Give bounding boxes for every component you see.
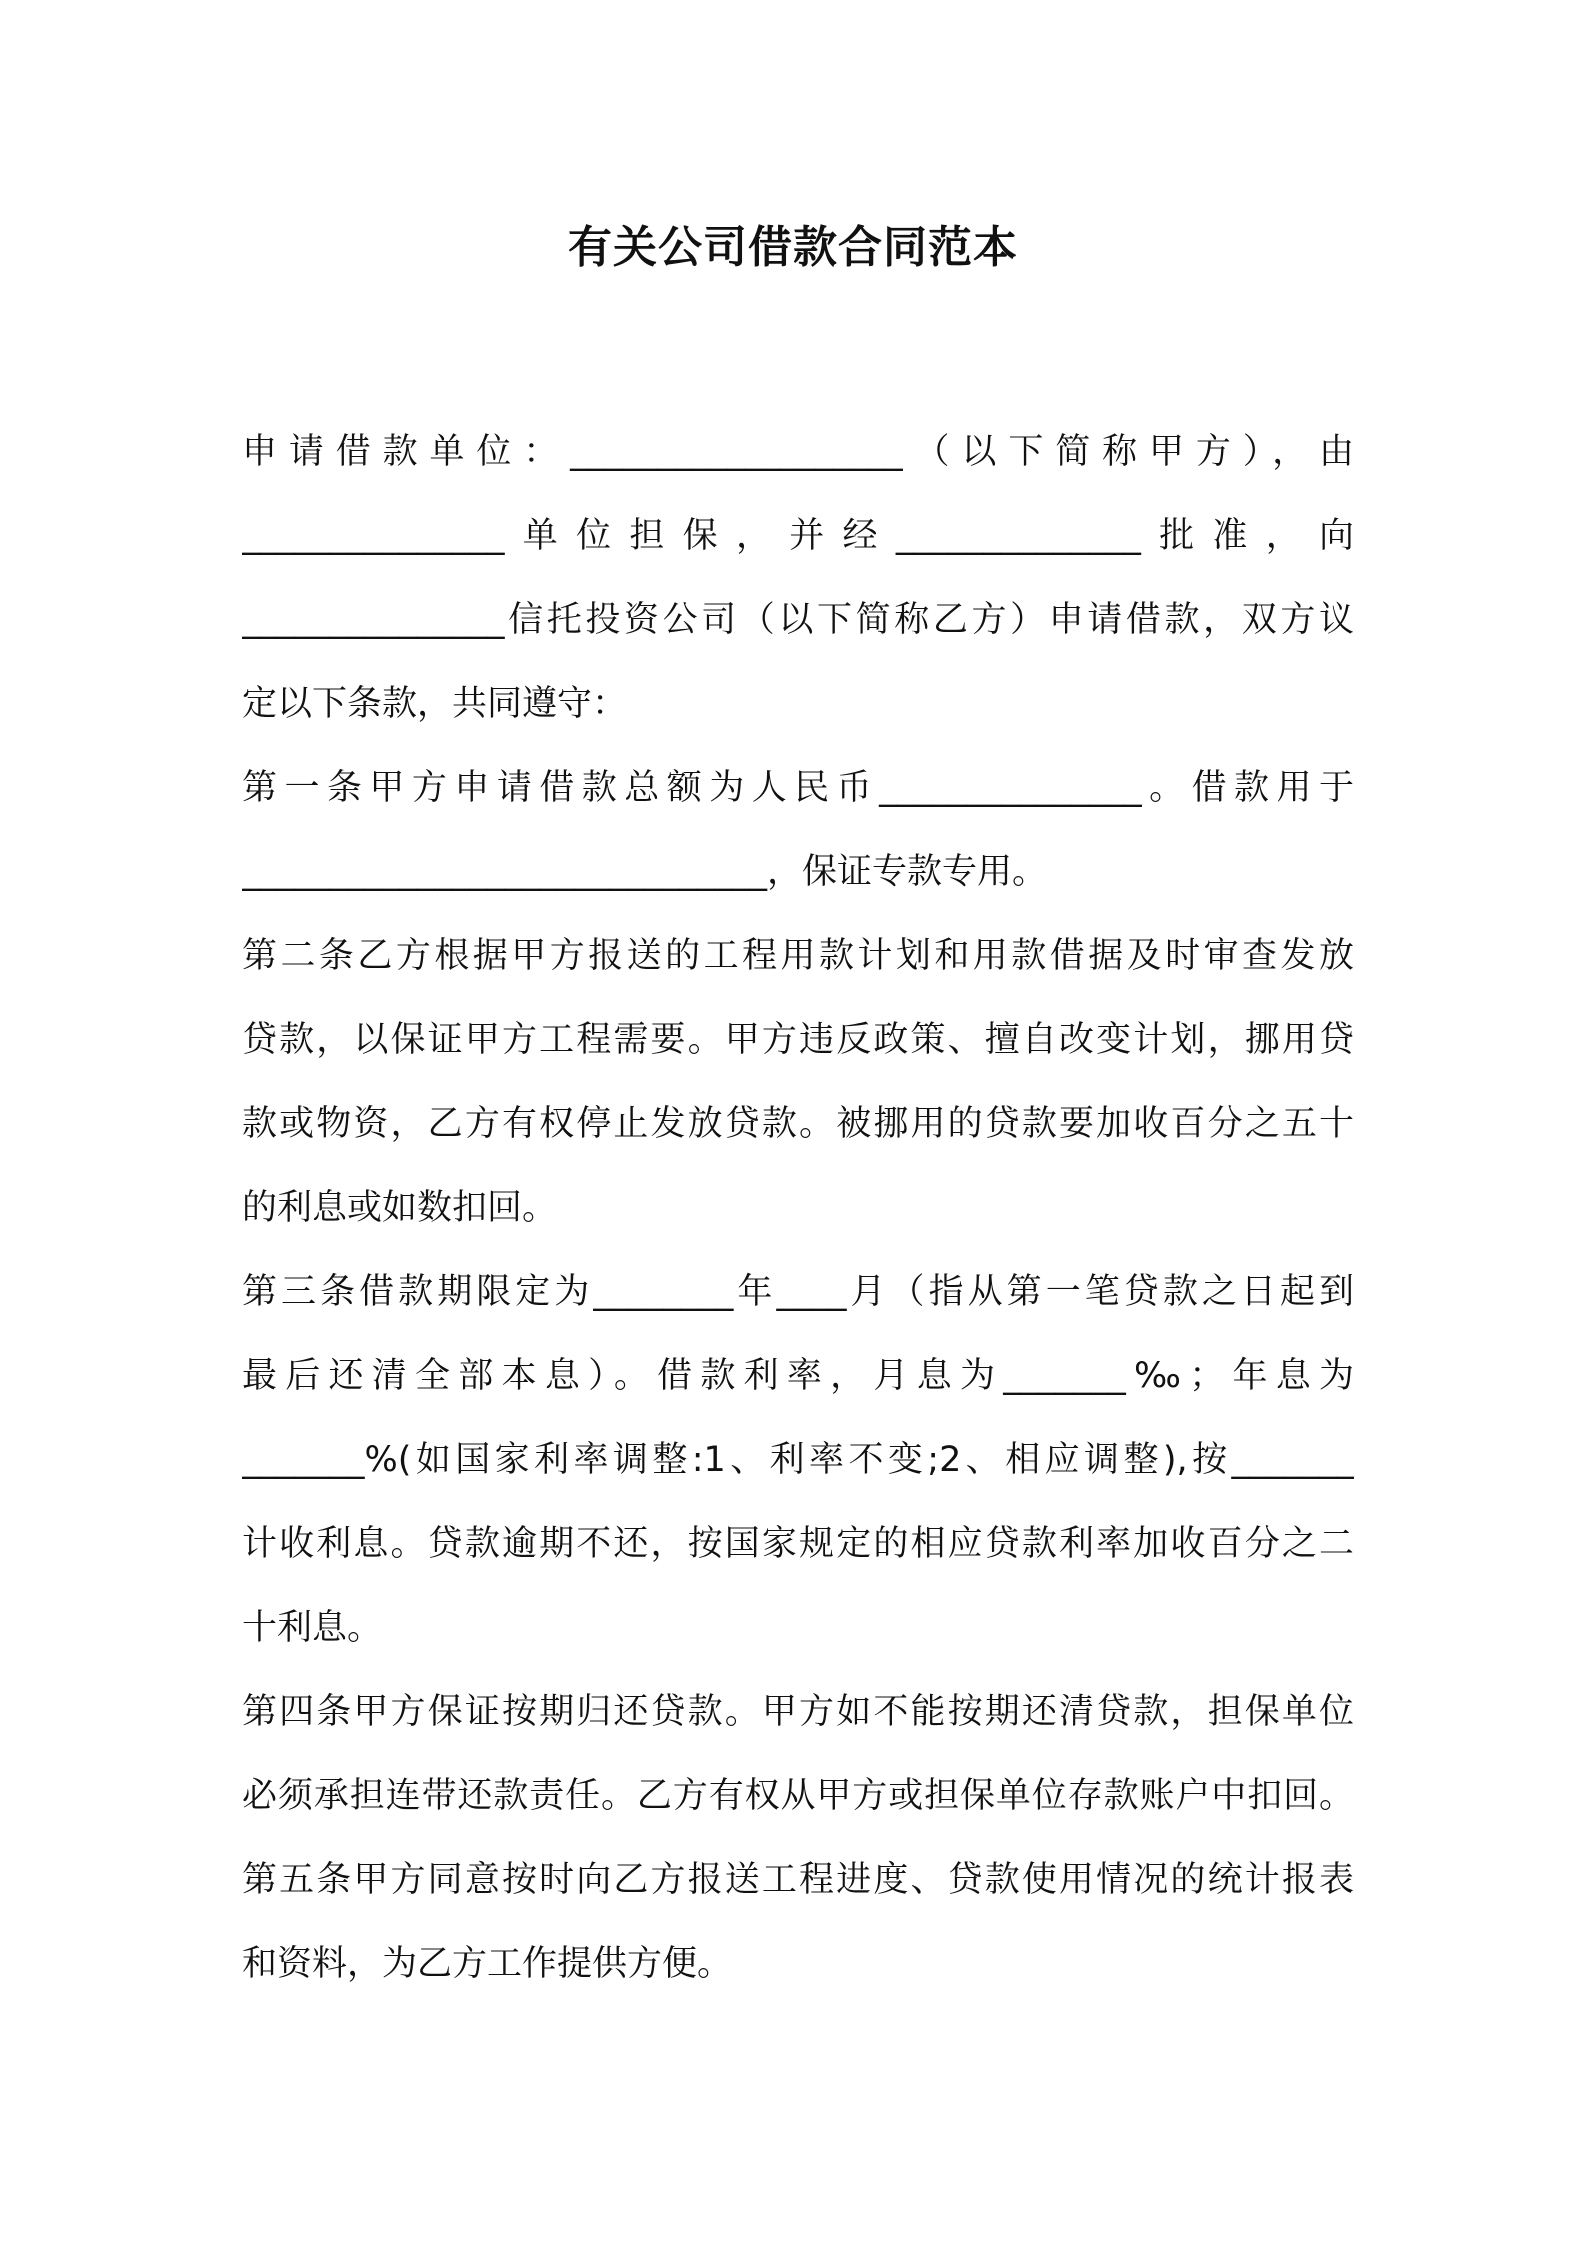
paragraph-line: 第五条甲方同意按时向乙方报送工程进度、贷款使用情况的统计报表 [242,1860,1354,1900]
paragraph-line: 和资料，为乙方工作提供方便。 [242,1944,733,1984]
document-title: 有关公司借款合同范本 [568,222,1018,273]
paragraph-line: _______________信托投资公司（以下简称乙方）申请借款，双方议 [242,600,1354,640]
paragraph-line: 贷款，以保证甲方工程需要。甲方违反政策、擅自改变计划，挪用贷 [242,1020,1354,1060]
document-body [242,410,1354,2006]
paragraph-line: 定以下条款，共同遵守： [242,684,628,724]
paragraph-line: 必须承担连带还款责任。乙方有权从甲方或担保单位存款账户中扣回。 [242,1776,1354,1816]
paragraph-line: 计收利息。贷款逾期不还，按国家规定的相应贷款利率加收百分之二 [242,1524,1354,1564]
paragraph-line: 第一条甲方申请借款总额为人民币_______________。借款用于 [242,768,1354,808]
paragraph-line: 款或物资，乙方有权停止发放贷款。被挪用的贷款要加收百分之五十 [242,1104,1354,1144]
paragraph-line: 第四条甲方保证按期归还贷款。甲方如不能按期还清贷款，担保单位 [242,1692,1354,1732]
paragraph-line: 第三条借款期限定为________年____月（指从第一笔贷款之日起到 [242,1272,1354,1312]
paragraph-line: _______%(如国家利率调整:1、利率不变;2、相应调整),按_______ [242,1440,1354,1480]
paragraph-line: ______________________________，保证专款专用。 [242,852,1048,892]
paragraph-line: 最后还清全部本息）。借款利率，月息为_______‰；年息为 [242,1356,1354,1396]
paragraph-line: _______________单位担保，并经______________批准，向 [242,516,1354,556]
paragraph-line: 第二条乙方根据甲方报送的工程用款计划和用款借据及时审查发放 [242,936,1354,976]
paragraph-line: 十利息。 [242,1608,383,1648]
paragraph-line: 的利息或如数扣回。 [242,1188,558,1228]
paragraph-line: 申请借款单位：___________________（以下简称甲方），由 [242,432,1354,472]
